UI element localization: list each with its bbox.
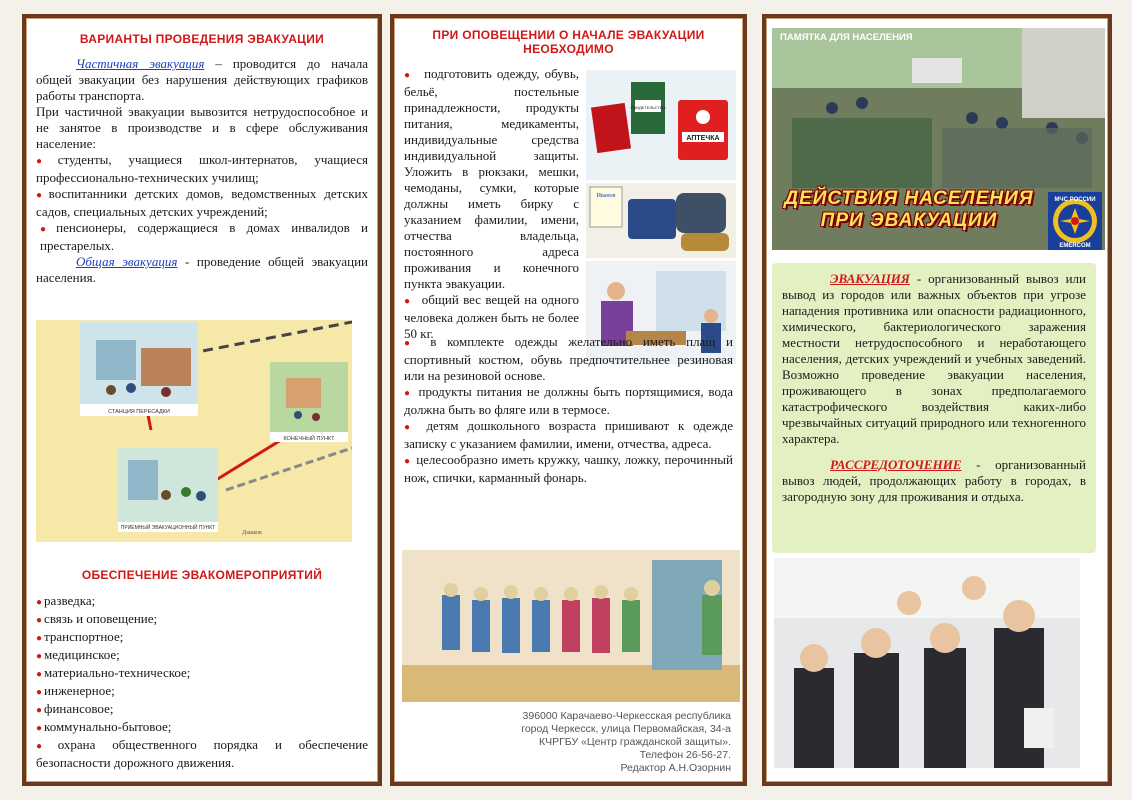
variants-text — [36, 56, 368, 286]
bullet-icon: ● — [40, 224, 55, 235]
title-line: ПРИ ЭВАКУАЦИИ — [820, 210, 998, 231]
bullet-icon: ● — [36, 597, 43, 608]
emercom-logo-icon — [1048, 192, 1102, 250]
children-photo-graphic — [774, 558, 1080, 768]
bullet-icon: ● — [36, 615, 43, 626]
definitions-box — [772, 263, 1096, 553]
item-1: ● подготовить одежду, обувь, бельё, постельные принадлежности, продукты питания, медикаменты, индивидуальные средства индивидуальной защиты. Уложить в рюкзаки, мешки, чемоданы, сумки, которые должны иметь бирку с указанием фамилии, имени, отчества владельца, постоянного адреса проживания и конечного пункта эвакуации. ● общий вес вещей на одного человека должен быть не более 50 кг. — [404, 66, 579, 341]
notification-heading: ПРИ ОПОВЕЩЕНИИ О НАЧАЛЕ ЭВАКУАЦИИ НЕОБХОДИМО — [432, 28, 705, 56]
reception-point-label: ПРИЕМНЫЙ ЭВАКУАЦИОННЫЙ ПУНКТ — [120, 525, 216, 531]
firstaid-label: АПТЕЧКА — [686, 135, 720, 142]
item-4: ● продукты питания не должны быть портящимися, вода должна быть во фляге или в термосе. — [404, 384, 733, 417]
children-evacuation-photo — [774, 558, 1080, 768]
crowd-graphic — [402, 550, 740, 702]
gas-mask-crowd-illustration — [402, 550, 740, 702]
bullet-icon: ● — [404, 422, 416, 433]
editor-line: Редактор А.Н.Озорнин — [620, 762, 731, 774]
certificate-label: СВИДЕТЕЛЬСТВО — [630, 105, 666, 110]
bullet-icon: ● — [404, 296, 412, 307]
route-map-graphic — [36, 320, 352, 542]
emblem-text: МЧС РОССИИ — [1054, 197, 1096, 203]
evacuation-definition — [782, 271, 1086, 447]
item-5: ● детям дошкольного возраста пришивают к одежде записку с указанием фамилии, имени, отчества, адреса. — [404, 418, 733, 451]
partial-evacuation-text: – проводится до начала общей эвакуации без нарушения действующих графиков работы транспорта. — [36, 56, 368, 103]
more-items — [404, 334, 733, 486]
partial-list — [36, 152, 368, 254]
panel-on-notification — [390, 14, 747, 786]
item-6: ● целесообразно иметь кружку, чашку, ложку, перочинный нож, спички, карманный фонарь. — [404, 452, 733, 485]
final-point-label: КОНЕЧНЫЙ ПУНКТ — [283, 436, 335, 442]
bags-illustration — [586, 183, 736, 258]
item-2: ● общий вес вещей на одного человека должен быть не более 50 кг. — [404, 292, 579, 341]
bags-graphic — [586, 183, 736, 258]
support-list — [36, 593, 368, 771]
list-item: ● охрана общественного порядка и обеспечение безопасности дорожного движения. — [36, 737, 368, 770]
bullet-icon: ● — [404, 388, 412, 399]
list-item: ● студенты, учащиеся школ-интернатов, учащиеся профессионально-технических училищ; — [36, 152, 369, 185]
address-line: город Черкесск, улица Первомайская, 34-а — [521, 723, 731, 735]
general-evacuation-text: - проведение общей эвакуации населения. — [36, 254, 368, 285]
list-item: ● транспортное; — [36, 629, 124, 644]
list-item: ● воспитанники детских домов, ведомственных детских садов, специальных детских учреждений; — [36, 186, 369, 219]
bullet-icon: ● — [36, 156, 56, 167]
bullet-icon: ● — [404, 456, 411, 467]
list-item: ● разведка; — [36, 593, 96, 608]
title-line: ДЕЙСТВИЯ НАСЕЛЕНИЯ — [784, 188, 1034, 209]
bullet-icon: ● — [36, 723, 43, 734]
list-item: ● связь и оповещение; — [36, 611, 158, 626]
list-item: ● материально-техническое; — [36, 665, 191, 680]
dispersal-term: РАССРЕДОТОЧЕНИЕ — [830, 457, 962, 472]
list-item: ● инженерное; — [36, 683, 115, 698]
documents-illustration — [586, 70, 736, 180]
partial-evacuation-paragraph — [36, 56, 368, 104]
bullet-icon: ● — [36, 687, 43, 698]
list-item: ● финансовое; — [36, 701, 114, 716]
address-line: КЧРГБУ «Центр гражданской защиты». — [538, 736, 731, 748]
bullet-icon: ● — [404, 70, 412, 81]
evacuation-term: ЭВАКУАЦИЯ — [830, 271, 910, 286]
address-line: 396000 Карачаево-Черкесская республика — [522, 710, 731, 722]
partial-evacuation-term: Частичная эвакуация — [76, 56, 205, 71]
dispersal-text: - организованный вывоз людей, продолжающих работу в городах, в загородную зону для проживания и отдыха. — [782, 457, 1086, 504]
emercom-emblem-graphic — [1048, 192, 1102, 250]
panel-cover — [762, 14, 1112, 786]
variants-heading: ВАРИАНТЫ ПРОВЕДЕНИЯ ЭВАКУАЦИИ — [79, 32, 325, 46]
transfer-label: СТАНЦИЯ ПЕРЕСАДКИ — [108, 409, 170, 415]
general-evacuation-paragraph — [36, 254, 368, 286]
emblem-subtext: EMERCOM — [1059, 243, 1091, 249]
partial-detail: При частичной эвакуации вывозится нетрудоспособное и не занятое в производстве и в сфере обслуживания население: — [36, 104, 368, 151]
item-3: ● в комплекте одежды желательно иметь плащ и спортивный костюм, обувь предпочтительнее резиновая или на резиновой основе. — [404, 334, 734, 383]
bullet-icon: ● — [36, 669, 43, 680]
artist-signature: Дашков — [242, 530, 262, 536]
dispersal-definition — [782, 457, 1086, 505]
list-item: ● медицинское; — [36, 647, 120, 662]
general-evacuation-term: Общая эвакуация — [76, 254, 178, 269]
evacuation-text: - организованный вывоз или вывод из городов или важных объектов при угрозе нападения противника или опасности радиационного, химического, бактериологического заражения местности нетрудоспособного и неработающего населения, детских учреждений и учебных заведений. Возможно проведение эвакуации населения, проживающего в зонах предполагаемого катастрофического воздействия каких-либо чрезвычайных ситуаций природного или техногенного характера. — [782, 271, 1086, 446]
bullet-icon: ● — [36, 705, 43, 716]
publisher-address — [431, 710, 731, 775]
evacuation-route-illustration — [36, 320, 352, 542]
list-item: ● коммунально-бытовое; — [36, 719, 172, 734]
bullet-icon: ● — [404, 338, 418, 349]
leaflet-title — [776, 188, 1042, 232]
list-item: ● пенсионеры, содержащиеся в домах инвалидов и престарелых. — [40, 220, 368, 253]
support-heading: ОБЕСПЕЧЕНИЕ ЭВАКОМЕРОПРИЯТИЙ — [81, 568, 323, 582]
panel-evacuation-variants — [22, 14, 382, 786]
bullet-icon: ● — [36, 741, 56, 752]
evacuation-photo — [772, 28, 1105, 250]
leaflet-tag: ПАМЯТКА ДЛЯ НАСЕЛЕНИЯ — [780, 32, 913, 43]
bullet-icon: ● — [36, 651, 43, 662]
documents-graphic — [586, 70, 736, 180]
bullet-icon: ● — [36, 190, 47, 201]
bullet-icon: ● — [36, 633, 43, 644]
bag-tag-text: Иванов — [596, 193, 616, 199]
address-line: Телефон 26-56-27. — [639, 749, 731, 761]
